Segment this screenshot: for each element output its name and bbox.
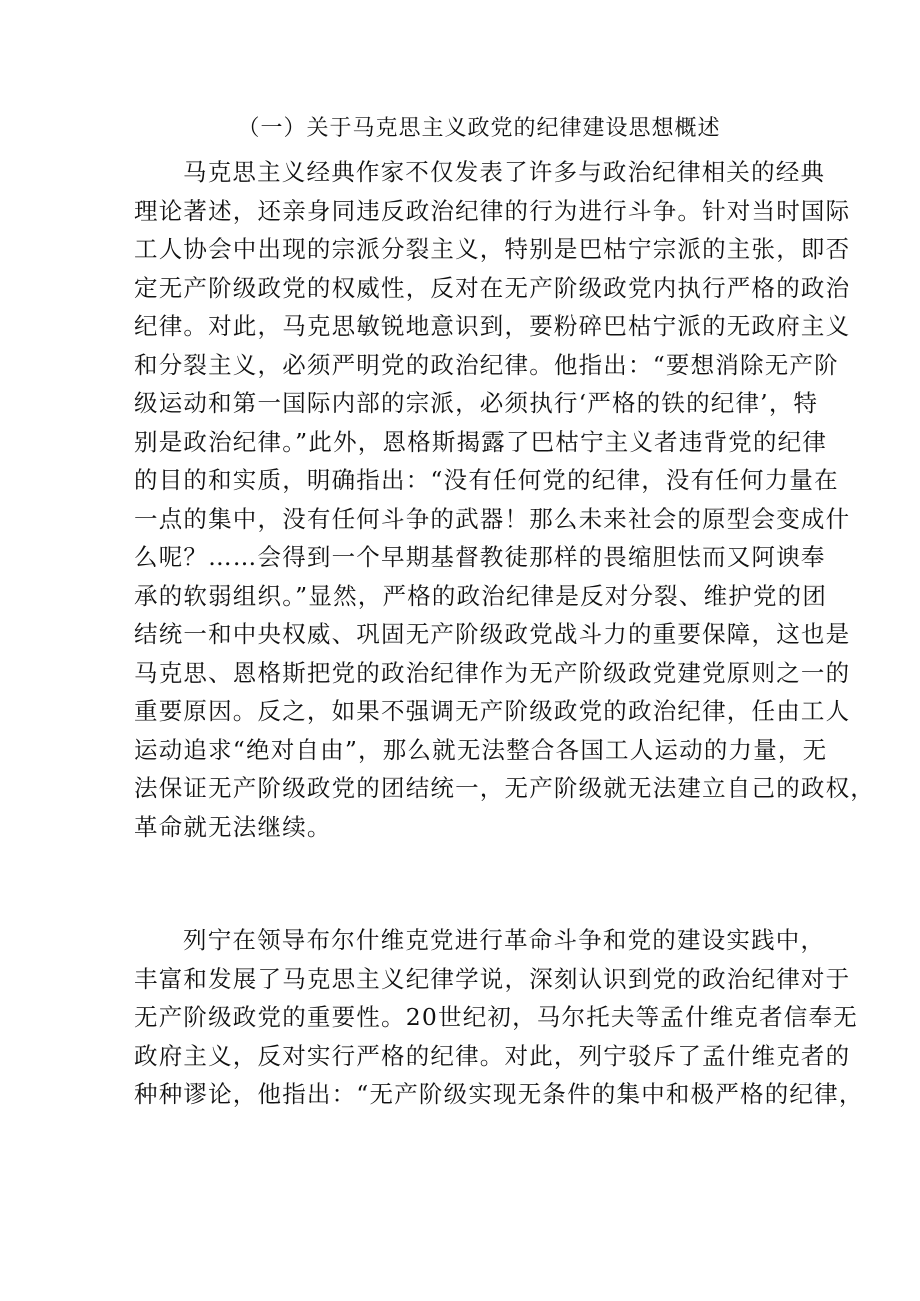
text-line: 结统一和中央权威、巩固无产阶级政党战斗力的重要保障，这也是 — [134, 620, 851, 648]
text-line: 定无产阶级政党的权威性，反对在无产阶级政党内执行严格的政治 — [134, 273, 851, 302]
text-line: 重要原因。反之，如果不强调无产阶级政党的政治纪律，任由工人 — [134, 697, 851, 725]
text-line: 承的软弱组织。”显然，严格的政治纪律是反对分裂、维护党的团 — [134, 581, 828, 610]
section-heading: （一）关于马克思主义政党的纪律建设思想概述 — [237, 116, 721, 141]
text-line: 革命就无法继续。 — [134, 812, 332, 841]
text-line: 级运动和第一国际内部的宗派，必须执行‘严格的铁的纪律’，特 — [134, 389, 819, 417]
text-line: 种种谬论，他指出：“无产阶级实现无条件的集中和极严格的纪律， — [134, 1080, 864, 1108]
text-line: 列宁在领导布尔什维克党进行革命斗争和党的建设实践中， — [183, 926, 826, 954]
text-line: 别是政治纪律。”此外，恩格斯揭露了巴枯宁主义者违背党的纪律 — [134, 427, 828, 456]
text-line: 理论著述，还亲身同违反政治纪律的行为进行斗争。针对当时国际 — [134, 196, 851, 225]
text-line: 法保证无产阶级政党的团结统一，无产阶级就无法建立自己的政权， — [134, 774, 875, 802]
text-line: 政府主义，反对实行严格的纪律。对此，列宁驳斥了孟什维克者的 — [134, 1041, 851, 1070]
text-line: 马克思、恩格斯把党的政治纪律作为无产阶级政党建党原则之一的 — [134, 658, 851, 687]
text-line: 一点的集中，没有任何斗争的武器！那么未来社会的原型会变成什 — [134, 504, 851, 533]
text-line: 马克思主义经典作家不仅发表了许多与政治纪律相关的经典 — [183, 158, 826, 186]
text-line: 和分裂主义，必须严明党的政治纪律。他指出：“要想消除无产阶 — [134, 350, 839, 379]
text-line: 运动追求“绝对自由”，那么就无法整合各国工人运动的力量，无 — [134, 735, 828, 764]
text-line: 工人协会中出现的宗派分裂主义，特别是巴枯宁宗派的主张，即否 — [134, 235, 851, 263]
text-line: 纪律。对此，马克思敏锐地意识到，要粉碎巴枯宁派的无政府主义 — [134, 312, 851, 340]
text-line: 的目的和实质，明确指出：“没有任何党的纪律，没有任何力量在 — [134, 466, 839, 494]
text-line: 么呢？……会得到一个早期基督教徒那样的畏缩胆怯而又阿谀奉 — [134, 543, 826, 571]
text-line: 无产阶级政党的重要性。20世纪初，马尔托夫等孟什维克者信奉无 — [134, 1003, 858, 1031]
text-line: 丰富和发展了马克思主义纪律学说，深刻认识到党的政治纪律对于 — [134, 964, 851, 993]
